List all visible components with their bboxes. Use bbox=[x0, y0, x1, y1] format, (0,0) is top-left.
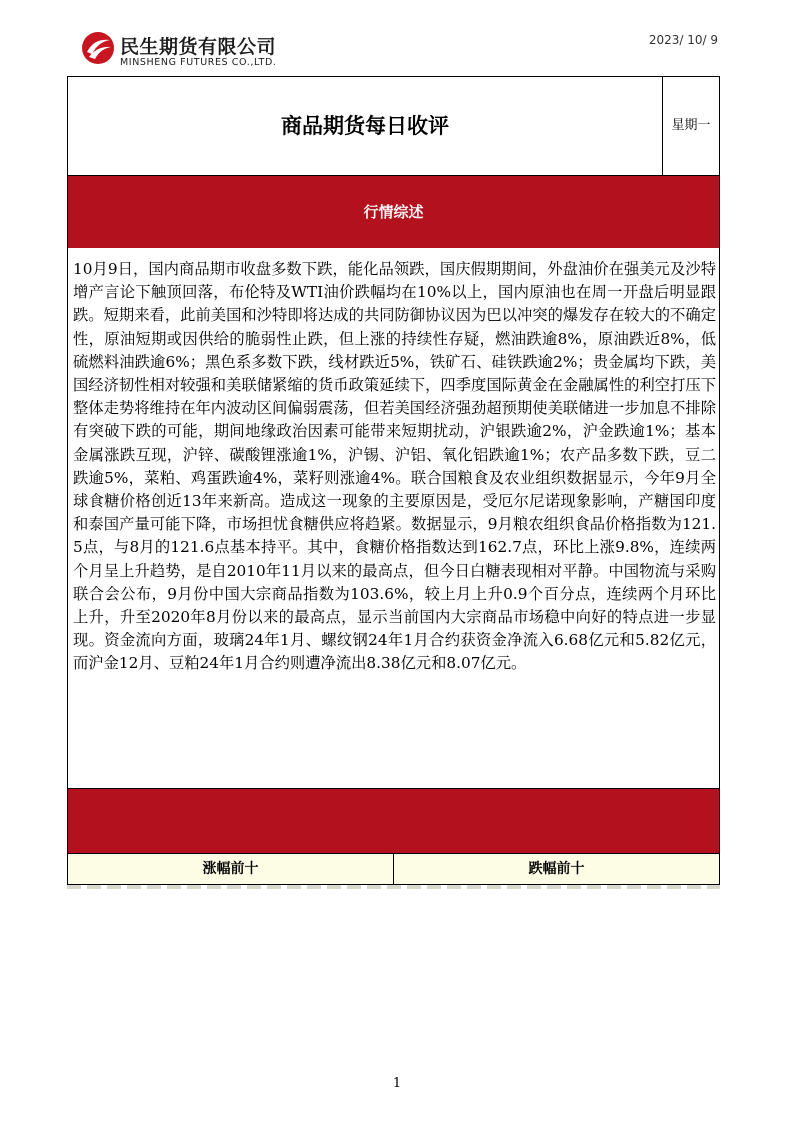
overview-body-text: 10月9日，国内商品期市收盘多数下跌，能化品领跌，国庆假期期间，外盘油价在强美元及沙特增产言论下触顶回落，布伦特及WTI油价跌幅均在10%以上，国内原油也在周一开盘后明显跟跌。短期来看，此前美国和沙特即将达成的共同防御协议因为巴以冲突的爆发存在较大的不确定性，原油短期或因供给的脆弱性止跌，但上涨的持续性存疑，燃油跌逾8%，原油跌近8%，低硫燃料油跌逾6%；黑色系多数下跌，线材跌近5%，铁矿石、硅铁跌逾2%；贵金属均下跌，美国经济韧性相对较强和美联储紧缩的货币政策延续下，四季度国际黄金在金融属性的利空打压下整体走势将维持在年内波动区间偏弱震荡，但若美国经济强劲超预期使美联储进一步加息不排除有突破下跌的可能，期间地缘政治因素可能带来短期扰动，沪银跌逾2%，沪金跌逾1%；基本金属涨跌互现，沪锌、碳酸锂涨逾1%，沪锡、沪铝、氧化铝跌逾1%；农产品多数下跌，豆二跌逾5%，菜粕、鸡蛋跌逾4%，菜籽则涨逾4%。联合国粮食及农业组织数据显示，今年9月全球食糖价格创近13年来新高。造成这一现象的主要原因是，受厄尔尼诺现象影响，产糖国印度和泰国产量可能下降，市场担忧食糖供应将趋紧。数据显示，9月粮农组织食品价格指数为121.5点，与8月的121.6点基本持平。其中，食糖价格指数达到162.7点，环比上涨9.8%，连续两个月呈上升趋势，是自2010年11月以来的最高点，但今日白糖表现相对平静。中国物流与采购联合会公布，9月份中国大宗商品指数为103.6%，较上月上升0.9个百分点，连续两个月环比上升，升至2020年8月份以来的最高点，显示当前国内大宗商品市场稳中向好的特点进一步显现。资金流向方面，玻璃24年1月、螺纹钢24年1月合约获资金净流入6.68亿元和5.82亿元，而沪金12月、豆粕24年1月合约则遭净流出8.38亿元和8.07亿元。 bbox=[73, 260, 716, 673]
rankings-table-header bbox=[67, 853, 720, 885]
company-name-cn: 民生期货有限公司 bbox=[120, 36, 277, 58]
overview-body-box bbox=[67, 248, 720, 789]
company-header bbox=[80, 30, 320, 74]
top-losers-header: 跌幅前十 bbox=[393, 854, 719, 884]
top-gainers-header: 涨幅前十 bbox=[202, 861, 259, 877]
minsheng-logo-icon bbox=[80, 30, 116, 66]
rankings-header-band bbox=[67, 789, 720, 853]
company-name-en: MINSHENG FUTURES CO.,LTD. bbox=[120, 57, 277, 68]
weekday-label: 星期一 bbox=[671, 118, 711, 133]
overview-heading: 行情综述 bbox=[363, 203, 424, 221]
table-continuation-cutoff bbox=[67, 885, 720, 889]
page-number: 1 bbox=[392, 1076, 402, 1091]
overview-header-band bbox=[67, 176, 720, 248]
title-block bbox=[67, 76, 720, 176]
report-title: 商品期货每日收评 bbox=[68, 77, 663, 175]
report-date: 2023/ 10/ 9 bbox=[648, 33, 718, 47]
